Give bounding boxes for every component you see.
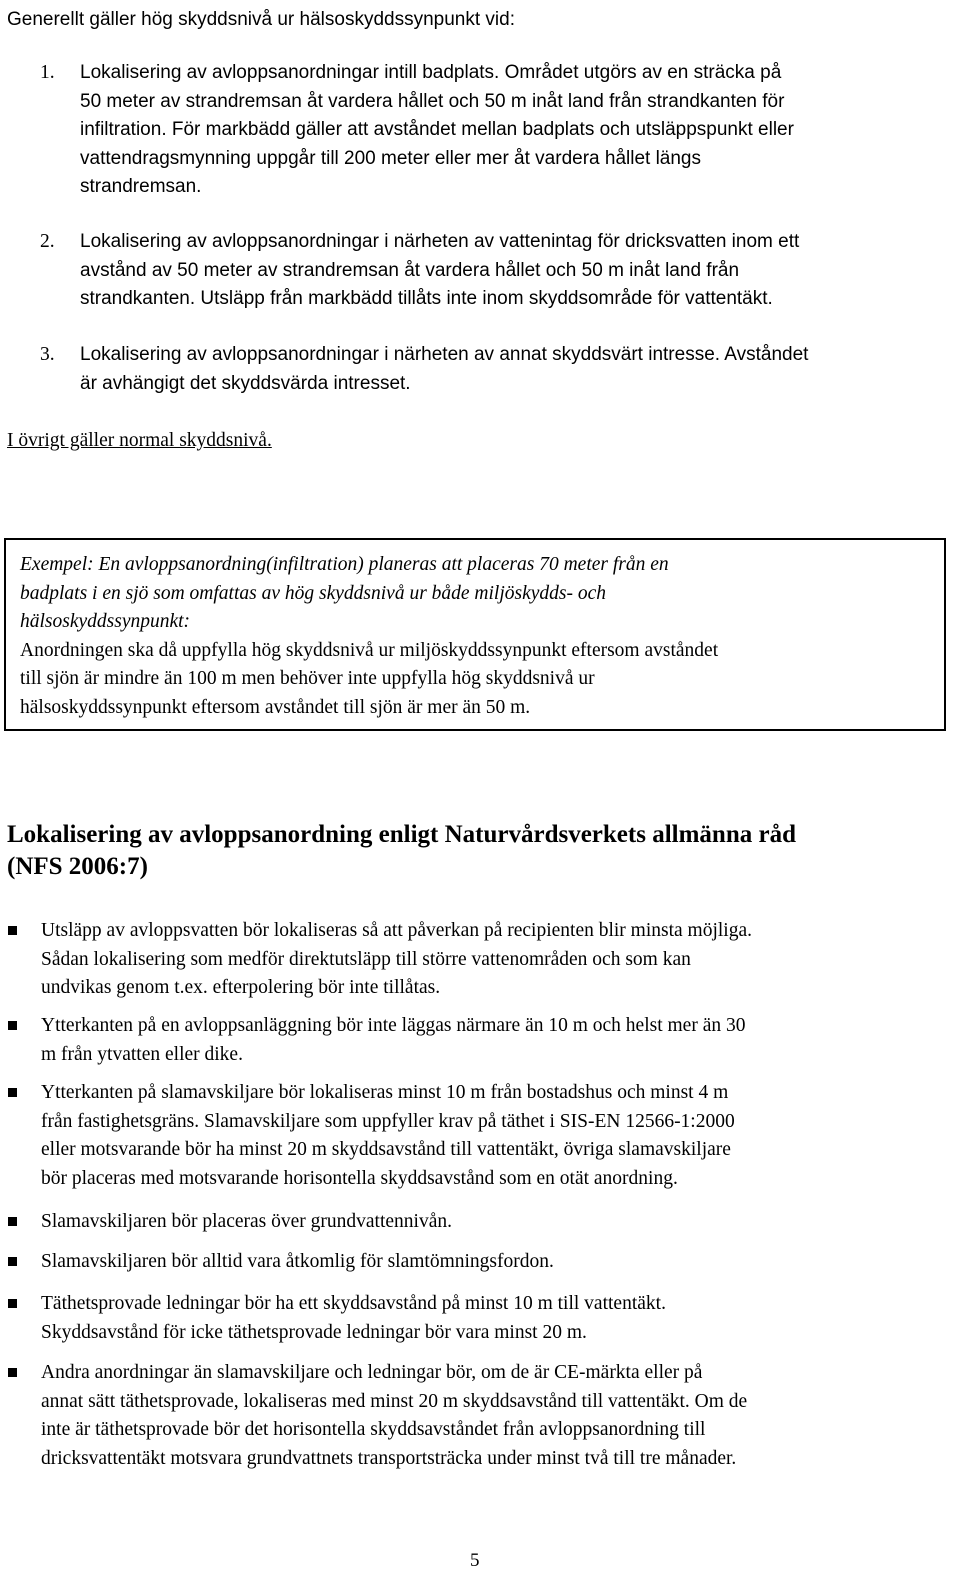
- bullet-line: m från ytvatten eller dike.: [41, 1043, 243, 1065]
- bullet-line: eller motsvarande bör ha minst 20 m skyddsavstånd till vattentäkt, övriga slamavskiljare: [41, 1139, 731, 1161]
- bullet-line: Ytterkanten på en avloppsanläggning bör inte läggas närmare än 10 m och helst mer än 30: [41, 1015, 746, 1036]
- bullet-text: [41, 1079, 953, 1193]
- bullet-line: Utsläpp av avloppsvatten bör lokaliseras så att påverkan på recipienten blir minsta möjliga.: [41, 920, 752, 941]
- bullet-text: [41, 917, 953, 1003]
- square-bullet-icon: [8, 1257, 17, 1266]
- bullet-text: [41, 1208, 953, 1237]
- bullet-line: inte är täthetsprovade bör det horisontella skyddsavståndet från avloppsanordning till: [41, 1419, 706, 1441]
- bullet-line: Skyddsavstånd för icke täthetsprovade ledningar bör vara minst 20 m.: [41, 1321, 587, 1343]
- item-line: strandkanten. Utsläpp från markbädd tillåts inte inom skyddsområde för vattentäkt.: [80, 288, 773, 310]
- square-bullet-icon: [8, 1299, 17, 1308]
- heading-line: Lokalisering av avloppsanordning enligt Naturvårdsverkets allmänna råd: [7, 821, 796, 848]
- heading-line: (NFS 2006:7): [7, 853, 148, 880]
- section-heading: [7, 819, 952, 883]
- item-line: vattendragsmynning uppgår till 200 meter eller mer åt vardera hållet längs: [80, 147, 701, 169]
- example-line: till sjön är mindre än 100 m men behöver inte uppfylla hög skyddsnivå ur: [20, 668, 595, 690]
- item-line: är avhängigt det skyddsvärda intresset.: [80, 372, 411, 394]
- bullet-line: från fastighetsgräns. Slamavskiljare som uppfyller krav på täthet i SIS-EN 12566-1:2000: [41, 1110, 735, 1132]
- item-line: avstånd av 50 meter av strandremsan åt vardera hållet och 50 m inåt land från: [80, 259, 740, 281]
- square-bullet-icon: [8, 1021, 17, 1030]
- bullet-text: [41, 1248, 953, 1277]
- item-text: [80, 59, 950, 202]
- bullet-text: [41, 1290, 953, 1347]
- bullet-text: [41, 1012, 953, 1069]
- item-number: 1.: [40, 62, 55, 83]
- bullet-text: [41, 1359, 953, 1473]
- example-box: [4, 538, 946, 731]
- item-line: infiltration. För markbädd gäller att avståndet mellan badplats och utsläppspunkt eller: [80, 119, 794, 141]
- square-bullet-icon: [8, 1088, 17, 1097]
- bullet-line: bör placeras med motsvarande horisontella skyddsavstånd som en otät anordning.: [41, 1167, 678, 1189]
- item-number: 3.: [40, 344, 55, 365]
- example-italic-line: hälsoskyddssynpunkt:: [20, 611, 191, 633]
- item-line: Lokalisering av avloppsanordningar i närheten av vattenintag för dricksvatten inom ett: [80, 231, 800, 252]
- bullet-line: annat sätt täthetsprovade, lokaliseras med minst 20 m skyddsavstånd till vattentäkt. Om de: [41, 1390, 748, 1412]
- item-line: Lokalisering av avloppsanordningar i närheten av annat skyddsvärt intresse. Avståndet: [80, 344, 809, 365]
- bullet-line: Ytterkanten på slamavskiljare bör lokaliseras minst 10 m från bostadshus och minst 4 m: [41, 1082, 729, 1103]
- bullet-line: Sådan lokalisering som medför direktutsläpp till större vattenområden och som kan: [41, 948, 691, 970]
- item-text: [80, 228, 950, 314]
- square-bullet-icon: [8, 926, 17, 935]
- item-line: strandremsan.: [80, 176, 202, 198]
- bullet-line: Slamavskiljaren bör placeras över grundvattennivån.: [41, 1211, 452, 1232]
- item-line: Lokalisering av avloppsanordningar intill badplats. Området utgörs av en sträcka på: [80, 62, 782, 83]
- example-line: hälsoskyddssynpunkt eftersom avståndet till sjön är mer än 50 m.: [20, 696, 531, 718]
- square-bullet-icon: [8, 1217, 17, 1226]
- item-text: [80, 341, 950, 398]
- item-line: 50 meter av strandremsan åt vardera hållet och 50 m inåt land från strandkanten för: [80, 90, 785, 112]
- square-bullet-icon: [8, 1368, 17, 1377]
- normal-protection-note: I övrigt gäller normal skyddsnivå.: [7, 430, 272, 451]
- intro-text: Generellt gäller hög skyddsnivå ur hälsoskyddssynpunkt vid:: [7, 9, 515, 30]
- item-number: 2.: [40, 231, 55, 252]
- bullet-line: undvikas genom t.ex. efterpolering bör inte tillåtas.: [41, 977, 441, 999]
- example-italic-line: badplats i en sjö som omfattas av hög skyddsnivå ur både miljöskydds- och: [20, 582, 607, 604]
- bullet-line: Slamavskiljaren bör alltid vara åtkomlig för slamtömningsfordon.: [41, 1251, 554, 1272]
- bullet-line: dricksvattentäkt motsvara grundvattnets transportsträcka under minst två till tre månader.: [41, 1447, 737, 1469]
- page-number: 5: [470, 1550, 480, 1571]
- bullet-line: Täthetsprovade ledningar bör ha ett skyddsavstånd på minst 10 m till vattentäkt.: [41, 1293, 666, 1314]
- bullet-line: Andra anordningar än slamavskiljare och ledningar bör, om de är CE-märkta eller på: [41, 1362, 703, 1383]
- example-italic-line: Exempel: En avloppsanordning(infiltration) planeras att placeras 70 meter från en: [20, 554, 669, 575]
- example-line: Anordningen ska då uppfylla hög skyddsnivå ur miljöskyddssynpunkt eftersom avståndet: [20, 639, 719, 661]
